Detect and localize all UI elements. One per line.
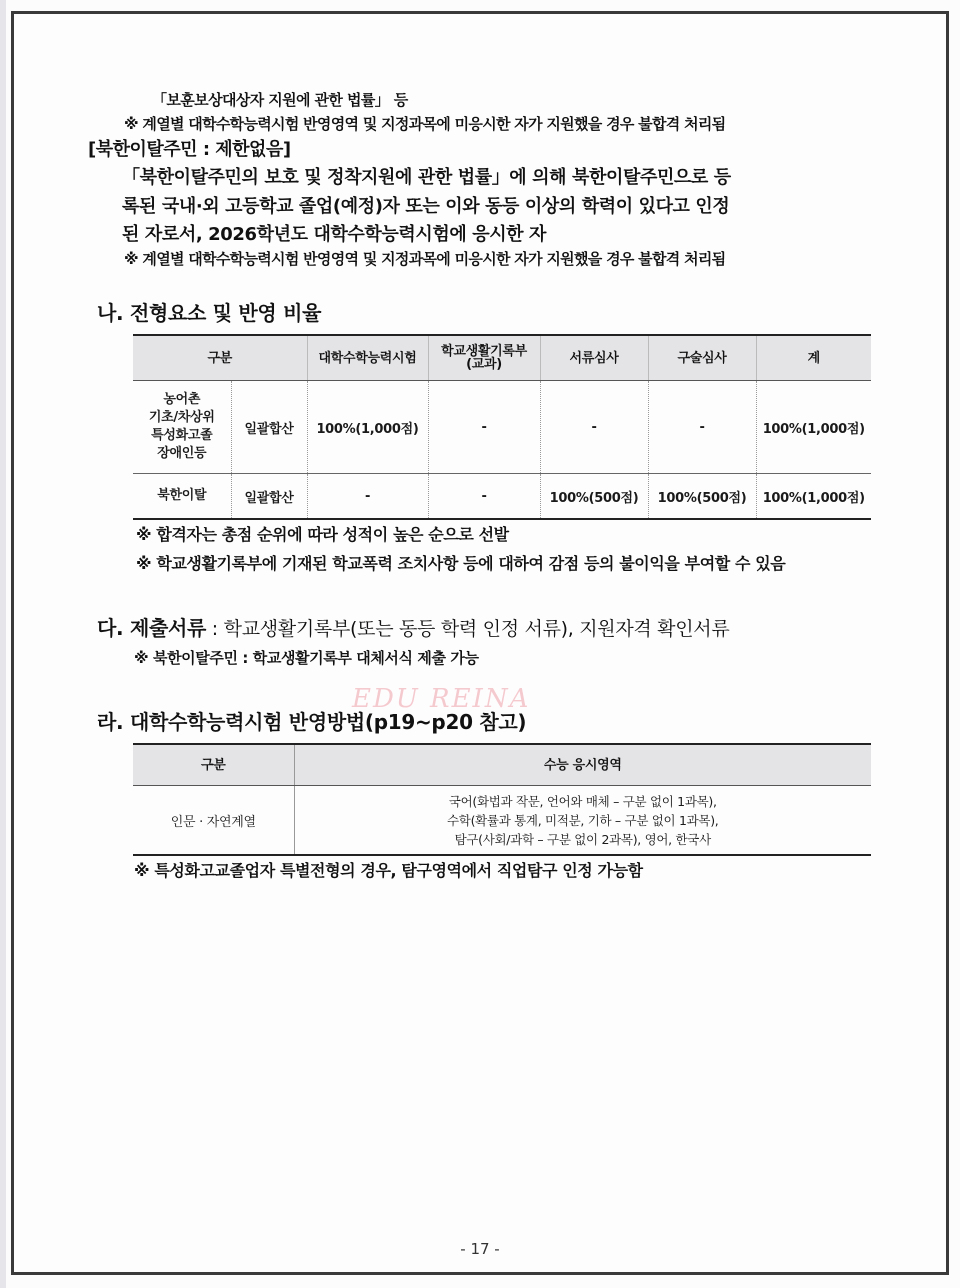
header-csat-areas: 수능 응시영역 [294, 744, 871, 786]
header-school-record-line2: (교과) [466, 357, 502, 372]
row-school-record: - [428, 381, 540, 474]
category-line: 농어촌 [163, 392, 201, 407]
subject-line: 탐구(사회/과학 – 구분 없이 2과목), 영어, 한국사 [454, 831, 711, 847]
row-document-review: 100%(500점) [540, 474, 648, 520]
documents-note: ※ 북한이탈주민 : 학교생활기록부 대체서식 제출 가능 [134, 649, 479, 667]
row-oral-exam: - [648, 381, 756, 474]
csat-subjects-table [133, 743, 871, 856]
category-line: 특성화고졸 [151, 428, 213, 443]
viewer-edge [0, 0, 6, 1288]
section-heading-documents [97, 612, 729, 641]
selection-factors-table [133, 334, 871, 520]
documents-label: 다. 제출서류 [97, 616, 207, 640]
defector-paragraph-line: 록된 국내·외 고등학교 졸업(예정)자 또는 이와 동등 이상의 학력이 있다고 인정 [122, 196, 730, 217]
watermark: EDU REINA [352, 684, 531, 714]
section-heading-selection-factors: 나. 전형요소 및 반영 비율 [97, 301, 322, 325]
defector-paragraph-line: 「북한이탈주민의 보호 및 정착지원에 관한 법률」에 의해 북한이탈주민으로 등 [122, 167, 731, 188]
header-school-record [428, 335, 540, 381]
header-csat: 대학수학능력시험 [307, 335, 428, 381]
vocational-note: ※ 특성화고교졸업자 특별전형의 경우, 탐구영역에서 직업탐구 인정 가능함 [134, 861, 643, 880]
row-category [133, 474, 231, 520]
selection-note: ※ 학교생활기록부에 기재된 학교폭력 조치사항 등에 대하여 감점 등의 불이익을 부여할 수 있음 [136, 554, 786, 573]
category-line: 북한이탈 [157, 488, 207, 503]
table-row [133, 381, 871, 474]
row-csat: 100%(1,000점) [307, 381, 428, 474]
failure-note: ※ 계열별 대학수학능력시험 반영영역 및 지정과목에 미응시한 자가 지원했을 경우 불합격 처리됨 [124, 115, 726, 133]
documents-content: : 학교생활기록부(또는 동등 학력 인정 서류), 지원자격 확인서류 [206, 618, 730, 640]
header-total: 계 [756, 335, 871, 381]
row-subjects [294, 786, 871, 856]
category-line: 장애인등 [157, 446, 207, 461]
header-document-review: 서류심사 [540, 335, 648, 381]
subject-line: 수학(확률과 통계, 미적분, 기하 – 구분 없이 1과목), [447, 812, 719, 828]
section-heading-csat-method: 라. 대학수학능력시험 반영방법(p19~p20 참고) [97, 710, 527, 734]
defector-paragraph-line: 된 자로서, 2026학년도 대학수학능력시험에 응시한 자 [122, 224, 547, 245]
page-number: - 17 - [460, 1240, 500, 1258]
row-csat: - [307, 474, 428, 520]
table-header-row [133, 744, 871, 786]
row-oral-exam: 100%(500점) [648, 474, 756, 520]
row-document-review: - [540, 381, 648, 474]
table-header-row [133, 335, 871, 381]
defector-eligibility-title: [북한이탈주민 : 제한없음] [88, 139, 291, 160]
row-school-record: - [428, 474, 540, 520]
header-category: 구분 [133, 744, 294, 786]
table-row [133, 474, 871, 520]
defector-failure-note: ※ 계열별 대학수학능력시험 반영영역 및 지정과목에 미응시한 자가 지원했을 경우 불합격 처리됨 [124, 250, 726, 268]
category-line: 기초/차상위 [148, 410, 215, 425]
row-method: 일괄합산 [231, 474, 307, 520]
header-school-record-line1: 학교생활기록부 [441, 344, 527, 359]
row-category: 인문 · 자연계열 [170, 814, 256, 830]
selection-note: ※ 합격자는 총점 순위에 따라 성적이 높은 순으로 선발 [136, 525, 509, 544]
header-oral-exam: 구술심사 [648, 335, 756, 381]
subject-line: 국어(화법과 작문, 언어와 매체 – 구분 없이 1과목), [448, 793, 717, 809]
table-row [133, 786, 871, 856]
row-method: 일괄합산 [231, 381, 307, 474]
row-total: 100%(1,000점) [756, 381, 871, 474]
law-reference-line: 「보훈보상대상자 지원에 관한 법률」 등 [152, 91, 408, 109]
row-total: 100%(1,000점) [756, 474, 871, 520]
header-category: 구분 [133, 335, 307, 381]
row-category [133, 381, 231, 474]
